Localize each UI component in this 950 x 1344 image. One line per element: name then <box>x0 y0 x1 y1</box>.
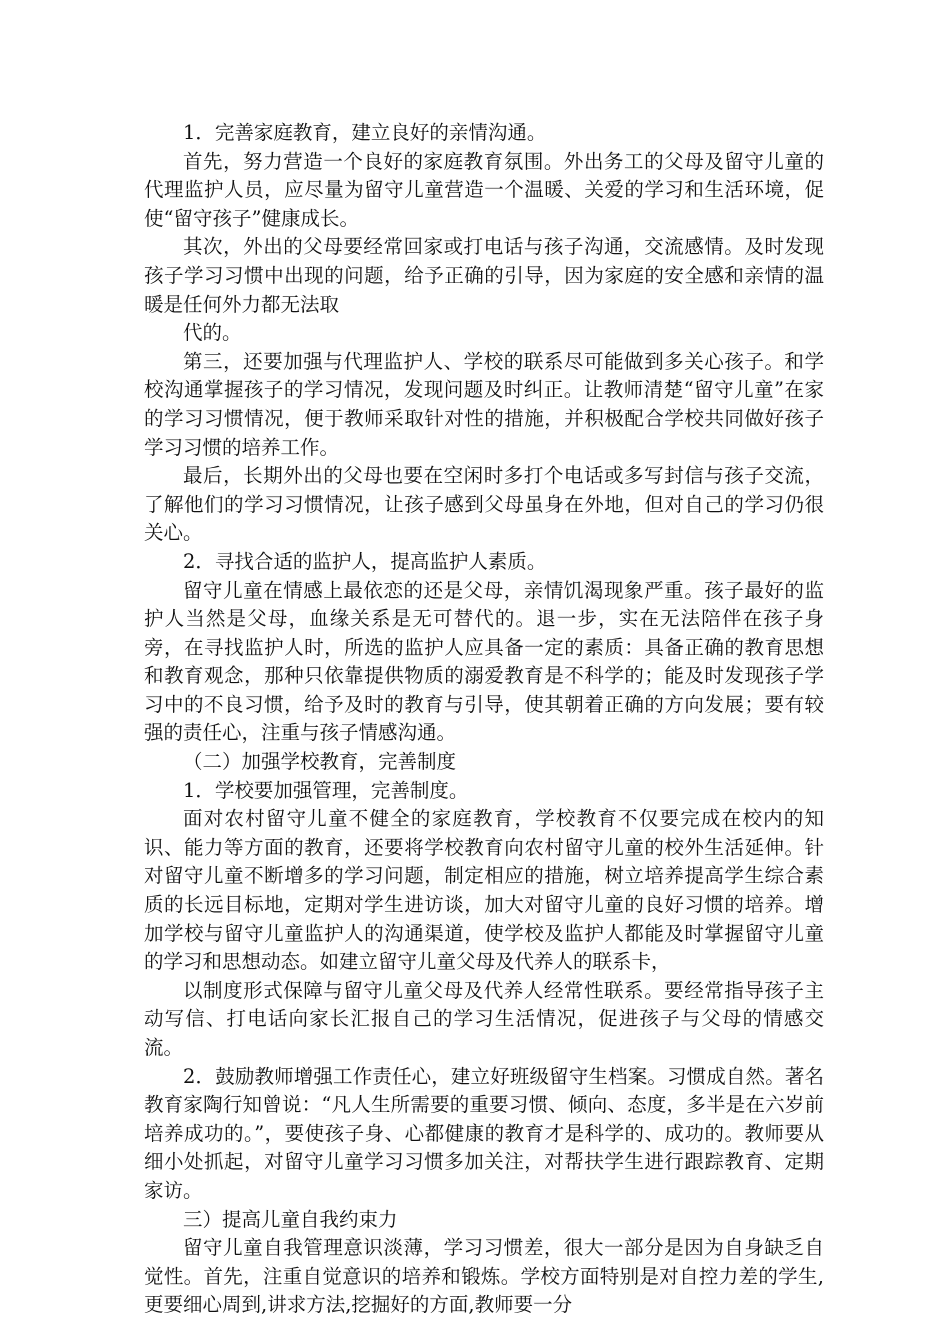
paragraph: 留守儿童在情感上最依恋的还是父母，亲情饥渴现象严重。孩子最好的监护人当然是父母，血缘关系是无可替代的。退一步，实在无法陪伴在孩子身旁，在寻找监护人时，所选的监护人应具备一定的素质：具备正确的教育思想和教育观念，那种只依靠提供物质的溺爱教育是不科学的；能及时发现孩子学习中的不良习惯，给予及时的教育与引导，使其朝着正确的方向发展；要有较强的责任心，注重与孩子情感沟通。 <box>144 578 824 745</box>
paragraph: 留守儿童自我管理意识淡薄，学习习惯差，很大一部分是因为自身缺乏自觉性。首先，注重自觉意识的培养和锻炼。学校方面特别是对自控力差的学生,更要细心周到,讲求方法,挖掘好的方面,教师要一分 <box>144 1236 824 1317</box>
paragraph: 以制度形式保障与留守儿童父母及代养人经常性联系。要经常指导孩子主动写信、打电话向家长汇报自己的学习生活情况，促进孩子与父母的情感交流。 <box>144 978 824 1059</box>
paragraph: 代的。 <box>183 321 242 345</box>
paragraph: 其次，外出的父母要经常回家或打电话与孩子沟通，交流感情。及时发现孩子学习习惯中出现的问题，给予正确的引导，因为家庭的安全感和亲情的温暖是任何外力都无法取 <box>144 235 824 316</box>
paragraph: 面对农村留守儿童不健全的家庭教育，学校教育不仅要完成在校内的知识、能力等方面的教育，还要将学校教育向农村留守儿童的校外生活延伸。针对留守儿童不断增多的学习问题，制定相应的措施，树立培养提高学生综合素质的长远目标地，定期对学生进访谈，加大对留守儿童的良好习惯的培养。增加学校与留守儿童监护人的沟通渠道，使学校及监护人都能及时掌握留守儿童的学习和思想动态。如建立留守儿童父母及代养人的联系卡， <box>144 807 824 974</box>
paragraph: 最后，长期外出的父母也要在空闲时多打个电话或多写封信与孩子交流，了解他们的学习习惯情况，让孩子感到父母虽身在外地，但对自己的学习仍很关心。 <box>144 464 824 545</box>
paragraph: 2．寻找合适的监护人，提高监护人素质。 <box>183 549 547 573</box>
section-heading: 三）提高儿童自我约束力 <box>183 1207 398 1231</box>
document-page <box>144 119 824 1320</box>
paragraph: 1．完善家庭教育，建立良好的亲情沟通。 <box>183 121 547 144</box>
paragraph: 首先，努力营造一个良好的家庭教育氛围。外出务工的父母及留守儿童的代理监护人员，应尽量为留守儿童营造一个温暖、关爱的学习和生活环境，促使“留守孩子”健康成长。 <box>144 149 824 230</box>
paragraph: 2．鼓励教师增强工作责任心，建立好班级留守生档案。习惯成自然。著名教育家陶行知曾说：“凡人生所需要的重要习惯、倾向、态度，多半是在六岁前培养成功的。”，要使孩子身、心都健康的教育才是科学的、成功的。教师要从细小处抓起，对留守儿童学习习惯多加关注，对帮扶学生进行跟踪教育、定期家访。 <box>144 1064 824 1202</box>
paragraph: 1．学校要加强管理，完善制度。 <box>183 778 469 802</box>
paragraph: 第三，还要加强与代理监护人、学校的联系尽可能做到多关心孩子。和学校沟通掌握孩子的学习情况，发现问题及时纠正。让教师清楚“留守儿童”在家的学习习惯情况，便于教师采取针对性的措施，并积极配合学校共同做好孩子学习习惯的培养工作。 <box>144 349 824 459</box>
section-heading: （二）加强学校教育，完善制度 <box>183 750 457 774</box>
